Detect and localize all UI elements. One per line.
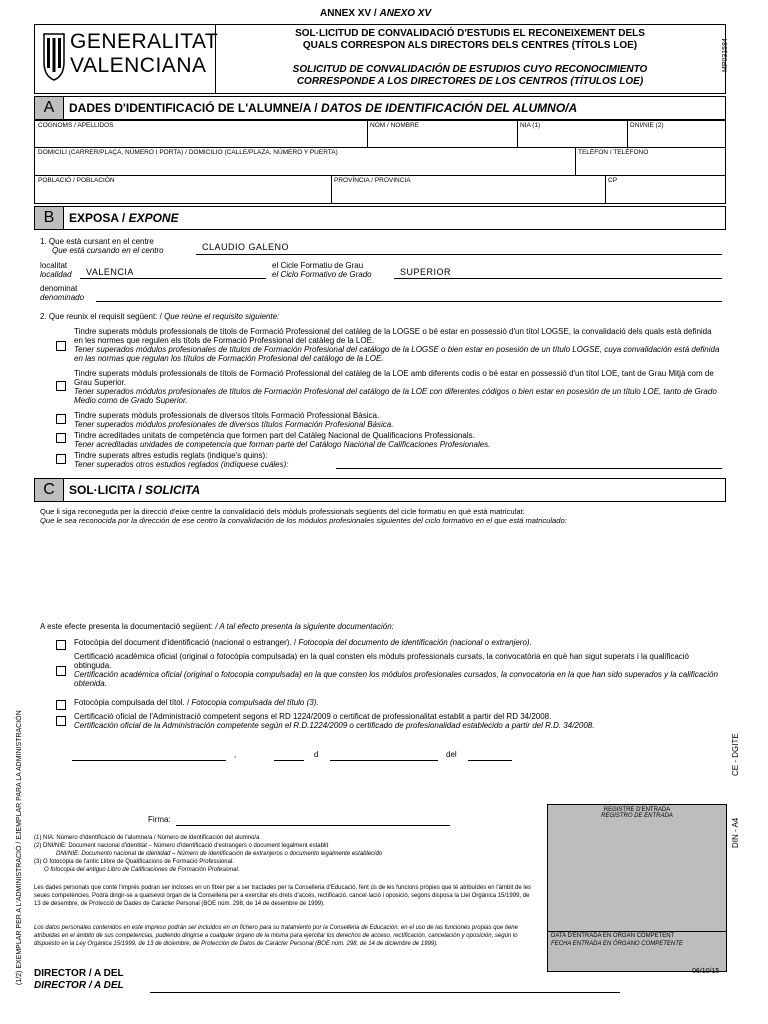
cp-field[interactable]: CP xyxy=(608,177,618,184)
q2-va: 2. Que reunix el requisit següent: / xyxy=(40,312,165,321)
option-3-va: Tindre superats mòduls professionals de diversos títols Formació Professional Bàsica. xyxy=(74,411,380,420)
centre-value[interactable]: CLAUDIO GALENO xyxy=(202,242,290,252)
section-b-title-es: EXPONE xyxy=(128,211,179,225)
note-3b: O fotocopia del antiguo Libro de Calificaciones de Formación Profesional. xyxy=(44,867,240,873)
cognoms-field[interactable]: COGNOMS / APELLIDOS xyxy=(38,122,114,129)
day-line xyxy=(274,760,304,761)
doc-4-va: Certificació oficial de l'Administració competent segons el RD 1224/2009 o certificat de professionalitat establit a partir del RD 34/2008. xyxy=(74,712,552,721)
option-5 xyxy=(74,451,374,469)
section-c-title-va: SOL·LICITA / xyxy=(69,483,145,497)
date-del: del xyxy=(446,750,457,759)
form-code: MP031584 xyxy=(722,38,729,72)
option-4 xyxy=(74,431,722,449)
nia-field[interactable]: NIA (1) xyxy=(520,122,541,129)
section-c-title-es: SOLICITA xyxy=(145,483,201,497)
section-b-header xyxy=(34,206,726,230)
annex-es: ANEXO XV xyxy=(379,8,432,19)
dni-field[interactable]: DNI/NIE (2) xyxy=(630,122,664,129)
doc-2-checkbox[interactable] xyxy=(56,666,66,676)
doc-3-es: Fotocopia compulsada del título (3). xyxy=(191,698,319,707)
option-2-es: Tener superados módulos profesionales de títulos de Formación Profesional del catálogo de la LOE con diferentes códigos o bien estar en posesión de un título LOE, tanto de Grado Medio como de Grado Superior. xyxy=(74,387,717,405)
note-2b: DNI/NIE: Documento nacional de identidad – Número de identificación de extranjeros o documento legalmente establecido xyxy=(56,851,383,857)
registre-title-va: REGISTRE D'ENTRADA xyxy=(603,807,671,813)
title-va-1: SOL·LICITUD DE CONVALIDACIÓ D'ESTUDIS EL RECONEIXEMENT DELS xyxy=(295,28,645,39)
registre-date-va: DATA D'ENTRADA EN ÒRGAN COMPETENT xyxy=(551,933,675,939)
option-2-va: Tindre superats mòduls professionals de títols de Formació Professional del catàleg de la LOE amb diferents codis o bé estar en possessió d'un títol LOE, tant de Grau Mitjà com de Grau Superior. xyxy=(74,369,714,387)
nom-field[interactable]: NOM / NOMBRE xyxy=(370,122,420,129)
grau-value[interactable]: SUPERIOR xyxy=(400,267,452,277)
denominat-label xyxy=(40,284,84,302)
annex-label xyxy=(320,8,431,19)
doc-4-es: Certificación oficial de la Administración competente según el R.D.1224/2009 o certificado de profesionalidad establecido a partir del R.D. 34/2008. xyxy=(74,721,595,730)
doc-1-checkbox[interactable] xyxy=(56,640,66,650)
signature-line xyxy=(176,825,450,826)
doc-va: A este efecte presenta la documentació següent: xyxy=(40,622,216,631)
registre-box xyxy=(547,804,727,972)
q1-va: 1. Que està cursant en el centre xyxy=(40,237,154,246)
doc-1-va: Fotocòpia del document d'identificació (nacional o estranger). / xyxy=(74,638,299,647)
section-b-title xyxy=(69,211,179,225)
registre-date-es: FECHA ENTRADA EN ÓRGANO COMPETENTE xyxy=(551,941,683,947)
cicle-va: el Cicle Formatiu de Grau xyxy=(272,261,364,270)
q1-es: Que está cursando en el centro xyxy=(52,246,164,255)
domicili-field[interactable]: DOMICILI (CARRER/PLAÇA, NÚMERO I PORTA) / DOMICILIO (CALLE/PLAZA, NÚMERO Y PUERTA) xyxy=(38,149,338,156)
option-1-va: Tindre superats mòduls professionals de títols de Formació Professional del catàleg de la LOGSE o bé estar en possessió d'un títol LOGSE, la convalidació dels quals està definida en les normes que regulen els títols de Formació Professional del catàleg de la LOE. xyxy=(74,327,712,345)
denominat-es: denominado xyxy=(40,293,85,302)
option-5-checkbox[interactable] xyxy=(56,454,66,464)
date-d: d xyxy=(314,750,319,759)
privacy-es: Los datos personales contenidos en este impreso podrán ser incluidos en un fichero para su tratamiento por la Conselleria de Educación, en el uso de las funciones propias que tiene atribuidas en el ámbito de sus competencias, pudiendo dirigirse a cualquier órgano de la misma para ejercitar los derechos de acceso, rectificación, cancelación y oposición, según lo dispuesto en la Ley Orgánica 15/1999, de 13 de diciembre, de Protección de Datos de Carácter Personal (BOE núm. 298, de 14 de diciembre de 1999). xyxy=(34,925,518,947)
doc-4 xyxy=(74,712,722,730)
doc-3-va: Fotocòpia compulsada del títol. / xyxy=(74,698,192,707)
doc-3-checkbox[interactable] xyxy=(56,700,66,710)
option-5-es: Tener superados otros estudios reglados (indíquese cuáles): xyxy=(74,460,289,469)
denominat-va: denominat xyxy=(40,284,78,293)
date-comma: , xyxy=(234,750,237,759)
option-5-va: Tindre superats altres estudis reglats (indique's quins): xyxy=(74,451,268,460)
section-c-letter: C xyxy=(35,479,64,501)
doc-2-va: Certificació acadèmica oficial (original o fotocòpia compulsada) en la qual consten els mòduls professionals cursats, la convocatòria en què han sigut superats i la qualificació obtinguda. xyxy=(74,652,689,670)
title-es-1: SOLICITUD DE CONVALIDACIÓN DE ESTUDIOS CUYO RECONOCIMIENTO xyxy=(292,64,648,75)
logo-line-2: VALENCIANA xyxy=(70,54,207,77)
section-c-title xyxy=(69,483,200,497)
logo-text xyxy=(70,30,218,78)
director-es: DIRECTOR / A DEL xyxy=(34,980,124,991)
option-4-es: Tener acreditadas unidades de competencia que forman parte del Catálogo Nacional de Calificaciones Profesionales. xyxy=(74,440,491,449)
q1-label xyxy=(40,237,164,255)
poblacio-field[interactable]: POBLACIÓ / POBLACIÓN xyxy=(38,177,115,184)
option-3-es: Tener superados módulos profesionales de diversos títulos Formación Profesional Básica. xyxy=(74,420,394,429)
logo-line-1: GENERALITAT xyxy=(70,30,219,53)
option-4-va: Tindre acreditades unitats de competència que formen part del Catàleg Nacional de Qualificacions Professionals. xyxy=(74,431,475,440)
telefon-field[interactable]: TELÈFON / TELÉFONO xyxy=(578,149,649,156)
option-1-checkbox[interactable] xyxy=(56,341,66,351)
privacy-va: Les dades personals que conté l'imprés podran ser incloses en un fitxer per a ser tractades per la Conselleria d'Educació, fent ús de les funcions pròpies que té atribuïdes en l'àmbit de les seues competències. Podrà dirigir-se a qualsevol òrgan de la Conselleria per a exercitar els drets d'accés, rectificació, cancel·lació i oposició, segons disposa la Llei Orgànica 15/1999, de 13 de desembre, de Protecció de Dades de Caràcter Personal (BOE núm. 298, de 14 de desembre de 1999). xyxy=(34,885,532,907)
section-a-letter: A xyxy=(35,97,64,119)
year-line xyxy=(468,760,512,761)
annex-va: ANNEX XV / xyxy=(320,8,380,19)
section-a-title-es: DATOS DE IDENTIFICACIÓN DEL ALUMNO/A xyxy=(320,101,578,115)
month-line xyxy=(330,760,438,761)
option-3 xyxy=(74,411,722,429)
director-va: DIRECTOR / A DEL xyxy=(34,968,124,979)
section-c-intro xyxy=(40,507,567,525)
localitat-va: localitat xyxy=(40,261,68,270)
title-es-2: CORRESPONDE A LOS DIRECTORES DE LOS CENTROS (TÍTULOS LOE) xyxy=(296,76,644,87)
doc-2-es: Certificación académica oficial (original o fotocopia compulsada) en la que consten los módulos profesionales cursados, la convocatoria en la que han sido superados y la calificación obtenida. xyxy=(74,670,718,688)
cicle-label xyxy=(272,261,372,279)
intro-va: Que li siga reconeguda per la direcció d'eixe centre la convalidació dels mòduls professionals següents del cicle formatiu en què està matriculat: xyxy=(40,507,525,516)
doc-2 xyxy=(74,652,722,688)
generalitat-logo-icon xyxy=(42,32,66,82)
director-label xyxy=(34,968,124,992)
option-4-checkbox[interactable] xyxy=(56,433,66,443)
notes xyxy=(34,834,534,874)
option-3-checkbox[interactable] xyxy=(56,414,66,424)
section-a-title-va: DADES D'IDENTIFICACIÓ DE L'ALUMNE/A / xyxy=(69,101,321,115)
localitat-es: localidad xyxy=(40,270,72,279)
intro-es: Que le sea reconocida por la dirección de ese centro la convalidación de los módulos profesionales siguientes del ciclo formativo en el que está matriculado: xyxy=(40,516,567,525)
ce-code: CE - DGITE xyxy=(731,733,740,776)
cicle-es: el Ciclo Formativo de Grado xyxy=(272,270,372,279)
form-date: 06/10/15 xyxy=(692,968,720,975)
localitat-value[interactable]: VALENCIA xyxy=(86,267,134,277)
place-line xyxy=(72,760,226,761)
section-a-title xyxy=(69,101,577,115)
doc-3 xyxy=(74,698,722,707)
title-va-2: QUALS CORRESPON ALS DIRECTORS DELS CENTRES (TÍTOLS LOE) xyxy=(302,40,638,51)
doc-label xyxy=(40,622,394,631)
firma-label: Firma: xyxy=(148,815,171,824)
modules-textarea[interactable] xyxy=(40,530,722,616)
section-c-header xyxy=(34,478,726,502)
option-1 xyxy=(74,327,722,363)
doc-es: / A tal efecto presenta la siguiente documentación: xyxy=(215,622,394,631)
title-va xyxy=(220,28,720,52)
section-a-grid xyxy=(34,120,726,204)
section-a-header xyxy=(34,96,726,120)
side-text: (1/2) EXEMPLAR PER A L'ADMINISTRACIÓ / EJEMPLAR PARA LA ADMINISTRACIÓN xyxy=(16,710,23,985)
director-line xyxy=(150,992,620,993)
note-2a: (2) DNI/NIE: Document nacional d'identitat – Número d'identificació d'estrangers o document legalment establit xyxy=(34,843,329,849)
section-b-letter: B xyxy=(35,207,64,229)
doc-1 xyxy=(74,638,722,647)
provincia-field[interactable]: PROVÍNCIA / PROVINCIA xyxy=(334,177,411,184)
option-2-checkbox[interactable] xyxy=(56,381,66,391)
title-es xyxy=(220,64,720,88)
option-2 xyxy=(74,369,722,405)
doc-4-checkbox[interactable] xyxy=(56,716,66,726)
q2-es: Que reúne el requisito siguiente: xyxy=(164,312,280,321)
note-3a: (3) O fotocòpia de l'antic Llibre de Qualificacions de Formació Professional. xyxy=(34,859,234,865)
localitat-label xyxy=(40,261,72,279)
option-1-es: Tener superados módulos profesionales de títulos de Formación Profesional del catálogo de la LOGSE o bien estar en posesión de un título LOGSE, cuya convalidación está definida en las normas que regulan los títulos de Formación Profesional del catálogo de la LOE. xyxy=(74,345,720,363)
note-1: (1) NIA: Número d'identificació de l'alumne/a / Número de identificación del alumno/a xyxy=(34,835,260,841)
section-b-title-va: EXPOSA / xyxy=(69,211,129,225)
registre-title-es: REGISTRO DE ENTRADA xyxy=(601,813,673,819)
doc-1-es: Fotocopia del documento de identificación (nacional o extranjero). xyxy=(298,638,532,647)
din-code: DIN - A4 xyxy=(731,817,740,848)
q2-label xyxy=(40,312,279,321)
